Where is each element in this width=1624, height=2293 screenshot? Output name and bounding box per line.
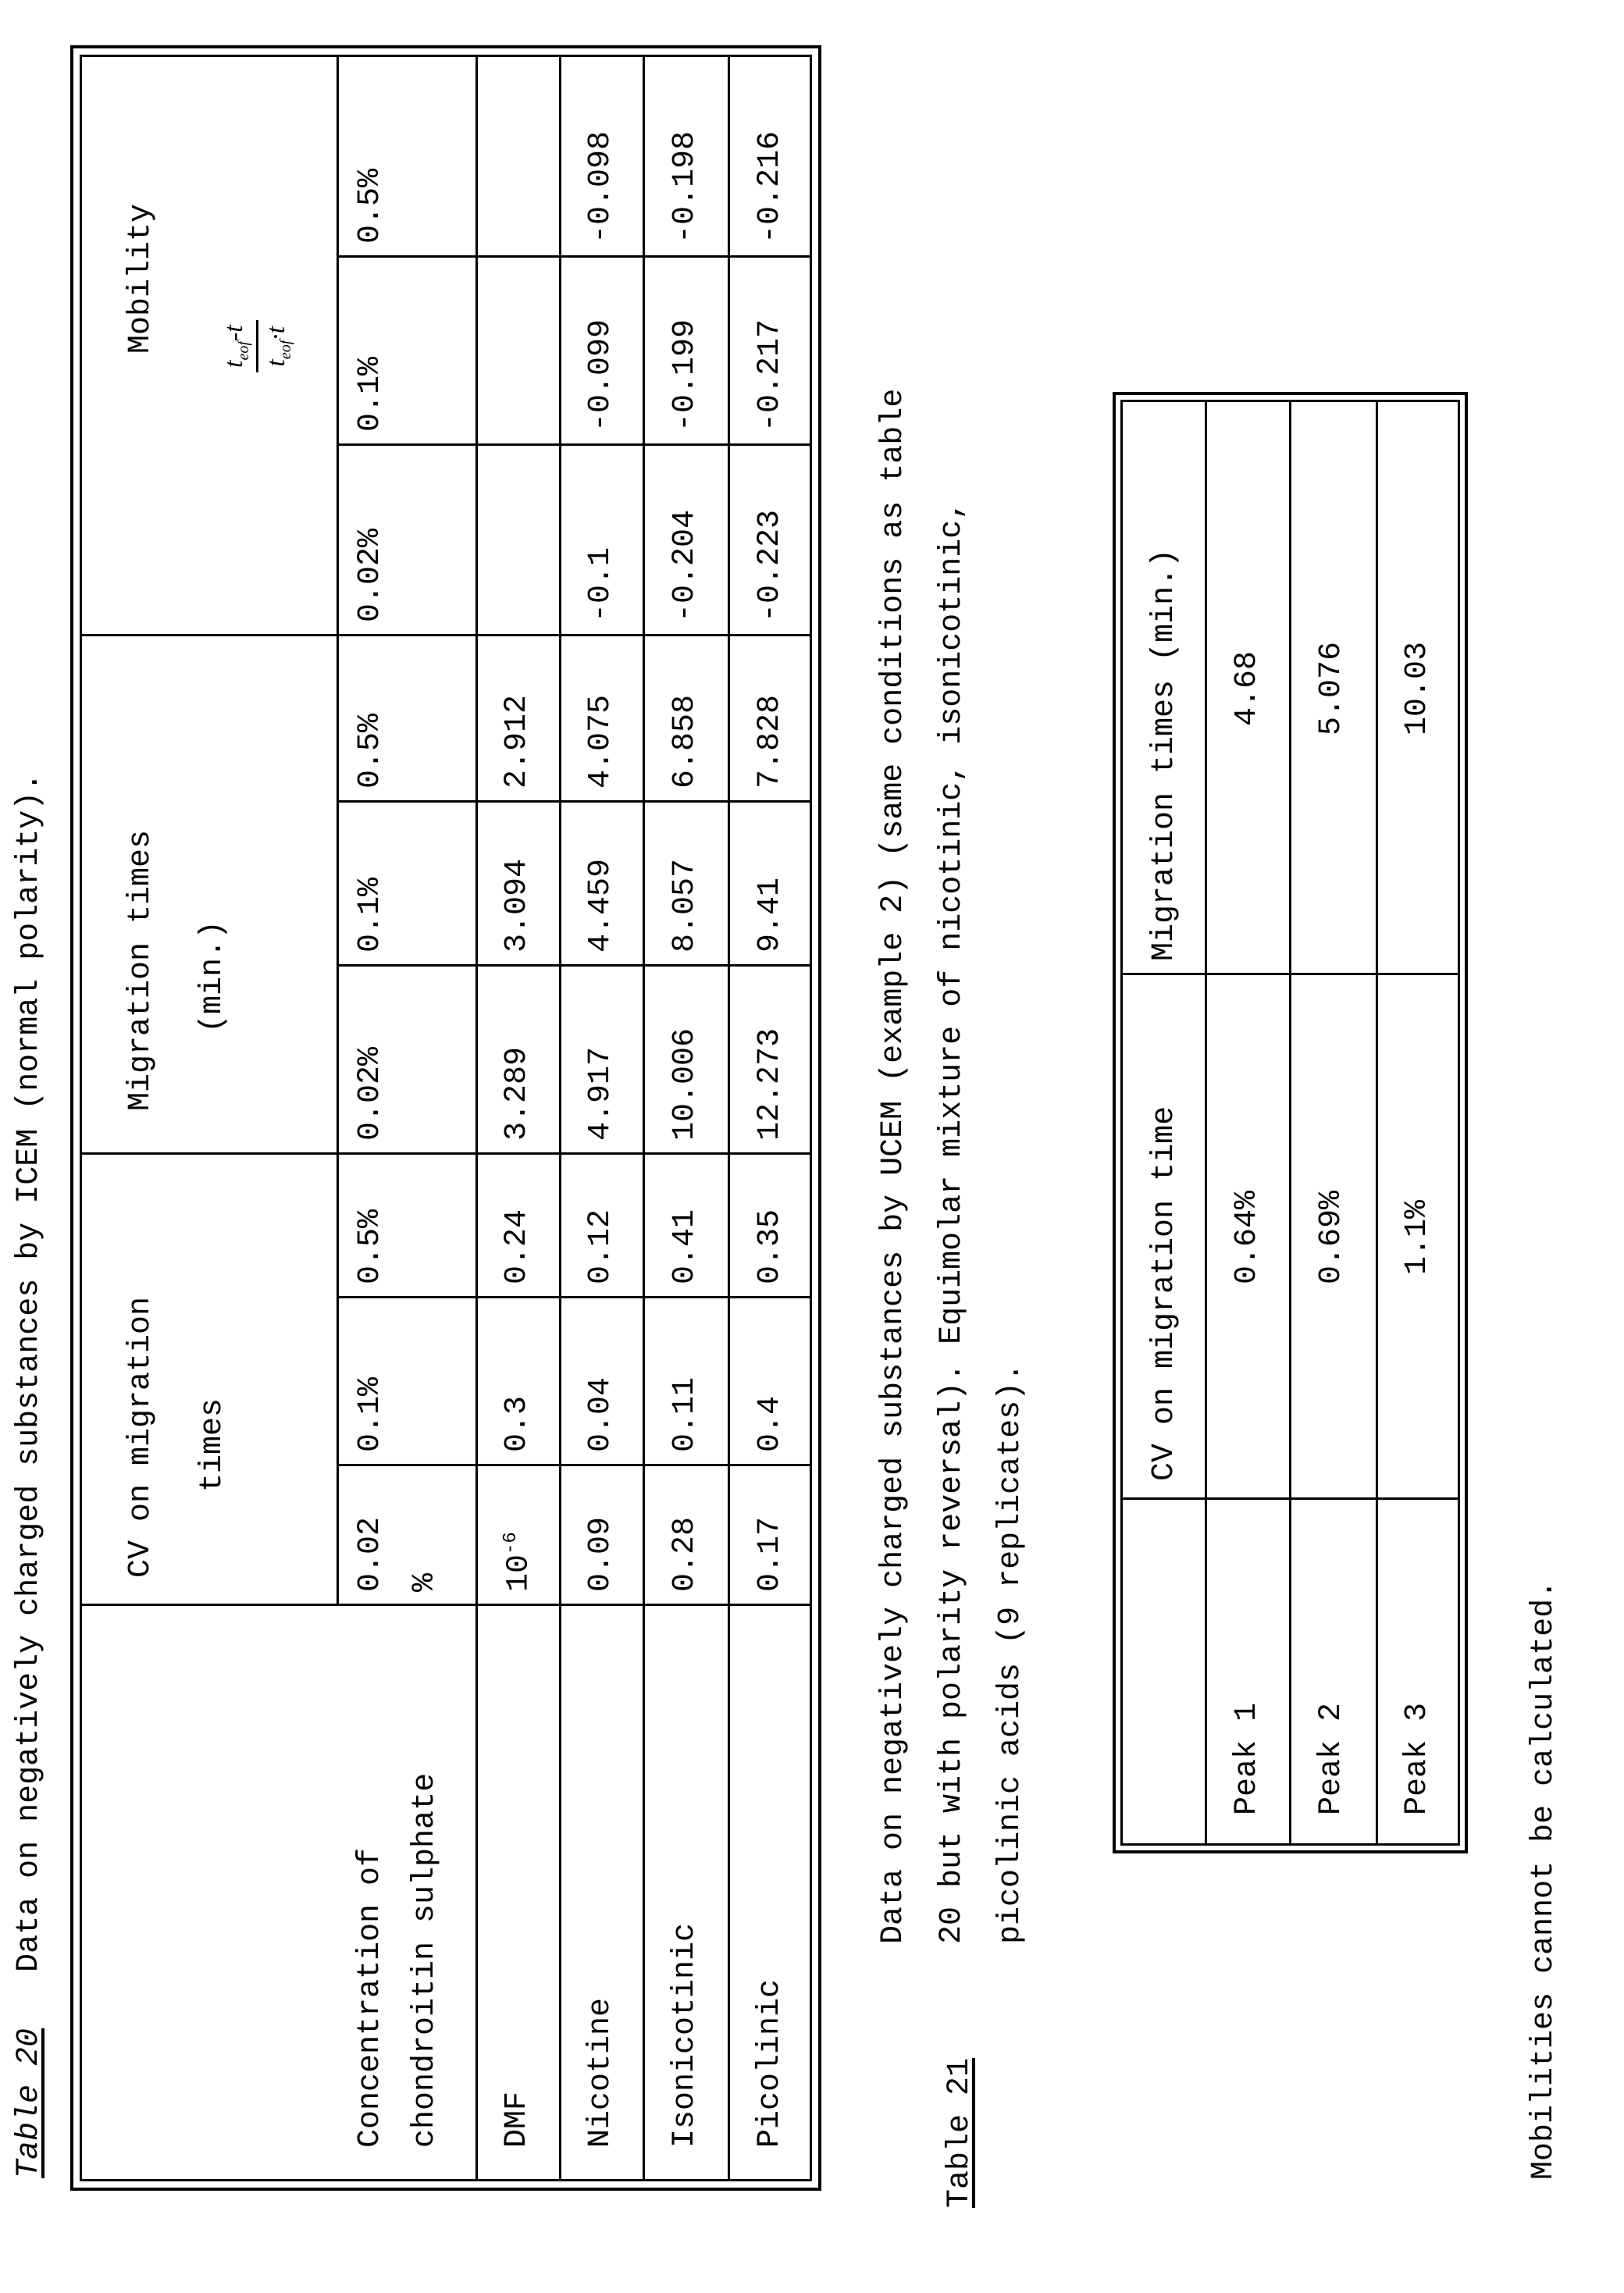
- table20-label: Table 20: [12, 2028, 47, 2178]
- header-cv-line2: times: [195, 1398, 230, 1492]
- conc-cv-0-suffix: %: [408, 1572, 443, 1592]
- dmf-cv-0: $10^{-6}$: [500, 1532, 537, 1592]
- iso-mig-0: 10.006: [668, 1027, 703, 1141]
- pic-mig-0: 12.273: [753, 1027, 788, 1141]
- conc-mob-0: 0.02%: [353, 528, 388, 622]
- table20: [70, 45, 821, 2191]
- conc-mob-2: 0.5%: [353, 168, 388, 244]
- table21-grid: [1120, 400, 1460, 1846]
- table20-caption: [14, 773, 45, 2178]
- pic-mob-0: -0.223: [753, 509, 788, 622]
- conc-cv-2: 0.5%: [353, 1209, 388, 1284]
- table21-caption-line3: picolinic acids (9 replicates).: [993, 1362, 1028, 1944]
- pic-cv-0: 0.17: [753, 1516, 788, 1592]
- t21-mig-peak3: 10.03: [1400, 641, 1435, 736]
- t21-header-migration: Migration times (min.): [1147, 548, 1182, 961]
- table21-caption-line2: 20 but with polarity reversal). Equimolar mixture of nicotinic, isonicotinic,: [935, 500, 970, 1944]
- nic-cv-0: 0.09: [583, 1516, 618, 1592]
- nic-cv-1: 0.04: [583, 1376, 618, 1452]
- row-label-concentration-2: chondroitin sulphate: [408, 1772, 443, 2148]
- row-label: Picolinic: [753, 1978, 788, 2148]
- iso-mob-2: -0.198: [668, 130, 703, 244]
- t21-cv-peak2: 0.69%: [1314, 1190, 1349, 1285]
- dmf-mig-2: 2.912: [500, 694, 535, 789]
- t21-cv-peak1: 0.64%: [1230, 1190, 1265, 1285]
- nic-cv-2: 0.12: [583, 1209, 618, 1284]
- pic-mob-2: -0.216: [753, 130, 788, 244]
- nic-mob-1: -0.099: [583, 319, 618, 432]
- row-label: DMF: [500, 2091, 535, 2148]
- header-cv-line1: CV on migration: [123, 1296, 158, 1578]
- table20-title: Data on negatively charged substances by ICEM (normal polarity).: [12, 772, 47, 1972]
- t21-cv-peak3: 1.1%: [1400, 1200, 1435, 1276]
- pic-cv-2: 0.35: [753, 1209, 788, 1284]
- dmf-cv-2: 0.24: [500, 1209, 535, 1284]
- table20-grid: [80, 55, 812, 2181]
- header-migration-line2: (min.): [195, 920, 230, 1033]
- iso-mob-1: -0.199: [668, 319, 703, 432]
- conc-mob-1: 0.1%: [353, 356, 388, 432]
- row-label: Nicotine: [583, 1997, 618, 2148]
- mobility-formula: $t_{eof}-t$ $t_{eof}\cdot t$: [219, 320, 295, 372]
- pic-mig-2: 7.828: [753, 694, 788, 789]
- iso-cv-2: 0.41: [668, 1209, 703, 1284]
- t21-header-cv: CV on migration time: [1147, 1106, 1182, 1481]
- dmf-mig-1: 3.094: [500, 858, 535, 952]
- nic-mig-2: 4.075: [583, 694, 618, 789]
- table21-caption-line1: Data on negatively charged substances by UCEM (example 2) (same conditions as table: [876, 388, 911, 1944]
- conc-mig-1: 0.1%: [353, 877, 388, 952]
- nic-mob-2: -0.098: [583, 130, 618, 244]
- iso-mig-2: 6.858: [668, 694, 703, 789]
- nic-mig-0: 4.917: [583, 1046, 618, 1141]
- pic-mob-1: -0.217: [753, 319, 788, 432]
- pic-cv-1: 0.4: [753, 1395, 788, 1452]
- conc-mig-0: 0.02%: [353, 1046, 388, 1141]
- conc-cv-1: 0.1%: [353, 1376, 388, 1452]
- header-mobility: Mobility: [123, 203, 158, 354]
- iso-cv-1: 0.11: [668, 1376, 703, 1452]
- header-migration-line1: Migration times: [123, 829, 158, 1111]
- table21: [1113, 392, 1468, 1853]
- table21-label: Table 21: [942, 2057, 978, 2208]
- t21-mig-peak1: 4.68: [1230, 651, 1265, 727]
- nic-mig-1: 4.459: [583, 858, 618, 952]
- dmf-cv-1: 0.3: [500, 1395, 535, 1452]
- t21-row-label: Peak 1: [1230, 1702, 1265, 1815]
- pic-mig-1: 9.41: [753, 877, 788, 952]
- row-label-concentration-1: Concentration of: [353, 1847, 388, 2148]
- iso-mig-1: 8.057: [668, 858, 703, 952]
- iso-cv-0: 0.28: [668, 1516, 703, 1592]
- conc-cv-0: 0.02: [353, 1516, 388, 1592]
- t21-row-label: Peak 2: [1314, 1702, 1349, 1815]
- dmf-mig-0: 3.289: [500, 1046, 535, 1141]
- nic-mob-0: -0.1: [583, 547, 618, 622]
- conc-mig-2: 0.5%: [353, 713, 388, 789]
- iso-mob-0: -0.204: [668, 509, 703, 622]
- t21-row-label: Peak 3: [1400, 1702, 1435, 1815]
- t21-mig-peak2: 5.076: [1314, 641, 1349, 736]
- footnote: Mobilities cannot be calculated.: [1526, 1579, 1562, 2180]
- row-label: Isonicotinic: [668, 1922, 703, 2148]
